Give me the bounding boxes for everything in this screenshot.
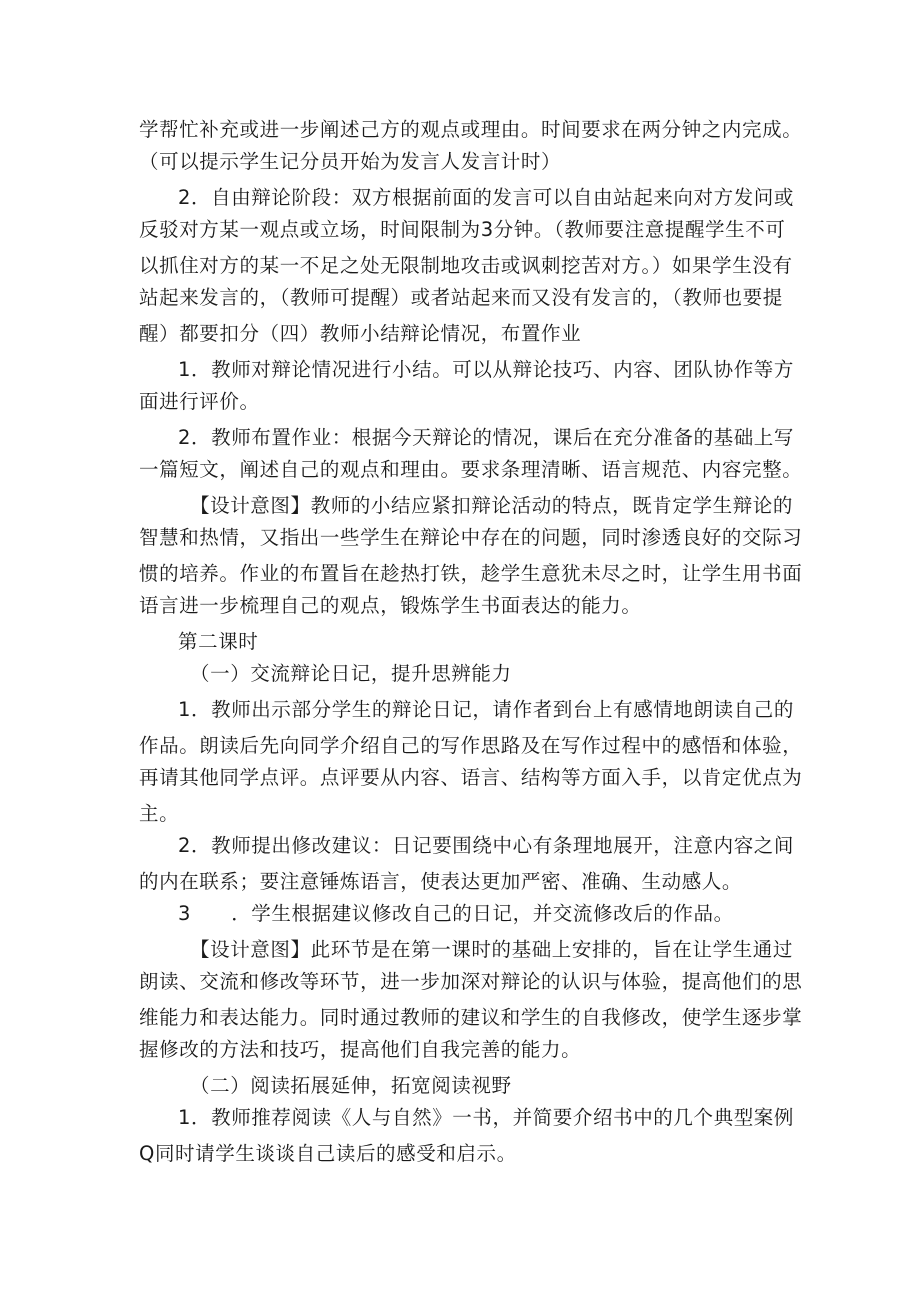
text-line: 再请其他同学点评。点评要从内容、语言、结构等方面入手，以肯定优点为 (139, 766, 803, 789)
text-line: 的内在联系；要注意锤炼语言，使表达更加严密、准确、生动感人。 (139, 870, 743, 893)
design-intent-heading: 【设计意图】教师的小结应紧扣辩论活动的特点，既肯定学生辩论的 (190, 494, 794, 517)
text-line: Q同时请学生谈谈自己读后的感受和启示。 (139, 1142, 517, 1165)
subsection-title: （二）阅读拓展延伸，拓宽阅读视野 (190, 1074, 512, 1097)
text-line: 主。 (139, 802, 180, 825)
text-line: 朗读、交流和修改等环节，进一步加深对辩论的认识与体验，提高他们的思 (139, 970, 803, 993)
text-line: 语言进一步梳理自己的观点，锻炼学生书面表达的能力。 (139, 594, 642, 617)
text-line: 反驳对方某一观点或立场，时间限制为3分钟。（教师要注意提醒学生不可 (139, 218, 786, 241)
text-line: 作品。朗读后先向同学介绍自己的写作思路及在写作过程中的感悟和体验， (139, 734, 803, 757)
text-line: 以抓住对方的某一不足之处无限制地攻击或讽刺挖苦对方。）如果学生没有 (139, 254, 793, 277)
text-line: 2．教师布置作业：根据今天辩论的情况，课后在充分准备的基础上写 (178, 426, 795, 449)
text-line: 3 ．学生根据建议修改自己的日记，并交流修改后的作品。 (178, 902, 734, 925)
text-line: 1．教师对辩论情况进行小结。可以从辩论技巧、内容、团队协作等方 (178, 358, 795, 381)
section-title: 第二课时 (178, 630, 259, 653)
text-line: 一篇短文，阐述自己的观点和理由。要求条理清晰、语言规范、内容完整。 (139, 458, 803, 481)
text-line: 面进行评价。 (139, 390, 260, 413)
text-line: 维能力和表达能力。同时通过教师的建议和学生的自我修改，使学生逐步掌 (139, 1006, 803, 1029)
text-line: 握修改的方法和技巧，提高他们自我完善的能力。 (139, 1038, 582, 1061)
text-line: 1．教师出示部分学生的辩论日记，请作者到台上有感情地朗读自己的 (178, 698, 795, 721)
text-line: 1．教师推荐阅读《人与自然》一书，并简要介绍书中的几个典型案例 (178, 1106, 795, 1129)
text-line: 智慧和热情，又指出一些学生在辩论中存在的问题，同时渗透良好的交际习 (139, 526, 803, 549)
text-line: 学帮忙补充或进一步阐述己方的观点或理由。时间要求在两分钟之内完成。 (139, 118, 803, 141)
text-line: 醒）都要扣分（四）教师小结辩论情况，布置作业 (139, 322, 582, 345)
design-intent-heading: 【设计意图】此环节是在第一课时的基础上安排的，旨在让学生通过 (190, 938, 794, 961)
text-line: 2．教师提出修改建议：日记要围绕中心有条理地展开，注意内容之间 (178, 834, 795, 857)
text-line: 2．自由辩论阶段：双方根据前面的发言可以自由站起来向对方发问或 (178, 186, 795, 209)
subsection-title: （一）交流辩论日记，提升思辨能力 (190, 662, 512, 685)
text-line: 站起来发言的，（教师可提醒）或者站起来而又没有发言的，（教师也要提 (139, 286, 783, 309)
text-line: 惯的培养。作业的布置旨在趁热打铁，趁学生意犹未尽之时，让学生用书面 (139, 562, 803, 585)
text-line: （可以提示学生记分员开始为发言人发言计时） (139, 150, 562, 173)
